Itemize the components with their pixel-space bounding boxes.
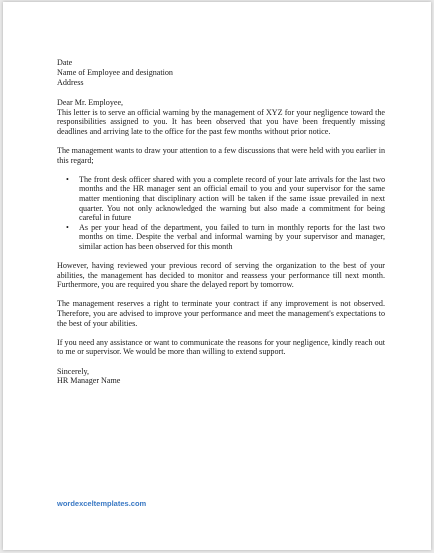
- signature-name: HR Manager Name: [57, 376, 121, 386]
- paragraph-termination: The management reserves a right to terminate your contract if any improvement is not observed. Therefore, you are advised to improve your performance and meet the management's expectations to the best of your abilities.: [57, 299, 385, 328]
- paragraph-warning: This letter is to serve an official warning by the management of XYZ for your negligence toward the responsibilities assigned to you. It has been observed that you have been frequently missing deadlines and arriving late to the office for the past few months without prior notice.: [57, 107, 385, 136]
- bullet-icon: •: [66, 174, 69, 184]
- closing: Sincerely,: [57, 366, 90, 376]
- address-line: Address: [57, 78, 84, 87]
- bullet-icon: •: [66, 222, 69, 232]
- list-item: [66, 222, 385, 252]
- website-watermark: wordexceltemplates.com: [57, 499, 147, 508]
- warning-letter: [57, 58, 385, 386]
- letter-header: [57, 58, 385, 88]
- document-page: [3, 2, 431, 550]
- discussion-list: [57, 175, 385, 252]
- list-item-text: As per your head of the department, you failed to turn in monthly reports for the last two months on time. Despite the verbal and informal warning by your supervisor and manager, similar action has been observed for this month: [79, 222, 385, 251]
- greeting: Dear Mr. Employee,: [57, 98, 124, 107]
- paragraph-assistance: If you need any assistance or want to communicate the reasons for your negligence, kindly reach out to me or supervisor. We would be more than willing to extend support.: [57, 337, 385, 357]
- date-line: Date: [57, 58, 73, 67]
- paragraph-review: However, having reviewed your previous record of serving the organization to the best of your abilities, the management has decided to monitor and reassess your performance till next month. Furthermore, you are required you share the delayed report by tomorrow.: [57, 261, 385, 290]
- list-item: [66, 174, 385, 223]
- paragraph-attention: The management wants to draw your attention to a few discussions that were held with you earlier in this regard;: [57, 145, 385, 165]
- employee-name-designation: Name of Employee and designation: [57, 68, 173, 77]
- list-item-text: The front desk officer shared with you a complete record of your late arrivals for the last two months and the HR manager sent an official email to you and your supervisor for the same matter mentioning that disciplinary action will be taken if the same issue prevailed in next quarter. You not only acknowledged the warning but also made a commitment for being careful in future: [79, 174, 385, 223]
